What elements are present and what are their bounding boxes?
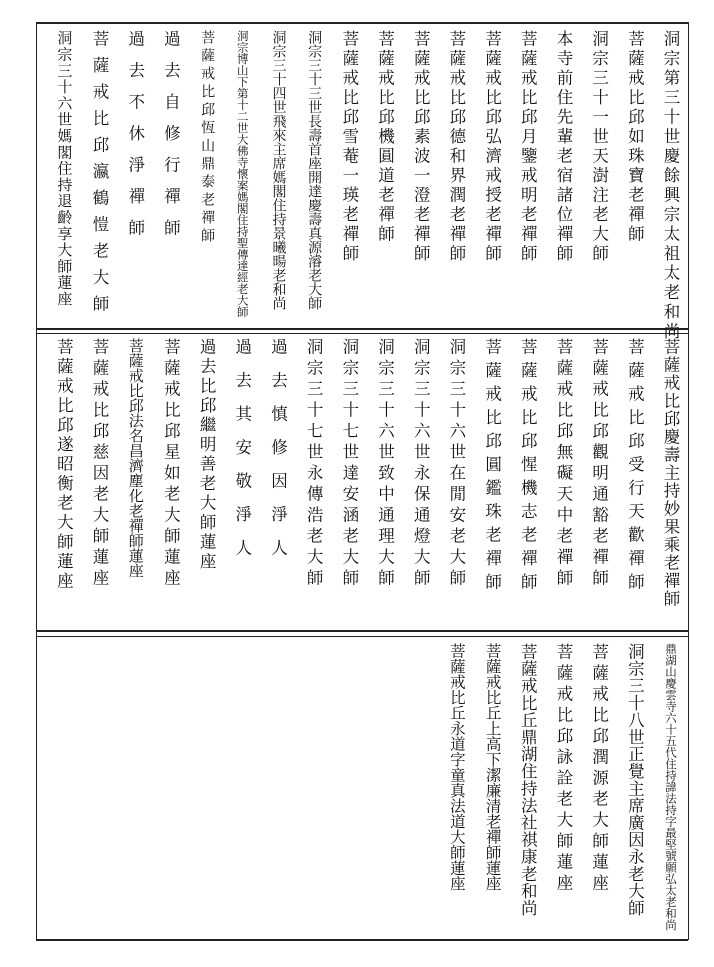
memorial-entry: 本寺前住先輩老宿諸位禪師 bbox=[553, 30, 573, 264]
memorial-entry: 菩薩戒比邱遂昭衡老大師蓮座 bbox=[54, 338, 74, 592]
memorial-entry: 洞宗三十三世長壽首座開達慶壽真源濬老大師 bbox=[306, 30, 323, 310]
memorial-entry: 菩薩戒比邱慈因老大師蓮座 bbox=[90, 338, 109, 590]
memorial-entry: 菩薩戒比邱觀明通豁老禪師 bbox=[589, 338, 609, 590]
memorial-entry: 菩薩戒比邱德和界潤老禪師 bbox=[446, 30, 466, 264]
memorial-entry: 菩薩戒比邱瀛鶴愷老大師 bbox=[90, 30, 109, 322]
memorial-entry: 菩薩戒比邱弘濟戒授老禪師 bbox=[482, 30, 502, 264]
memorial-entry: 菩薩戒比丘鼎湖住持法社祺康老和尚 bbox=[518, 643, 538, 917]
memorial-entry: 洞宗三十六世致中通理大師 bbox=[375, 338, 395, 590]
memorial-entry: 菩薩戒比邱惺機志老禪師 bbox=[518, 338, 538, 597]
right-border-line bbox=[688, 22, 689, 940]
memorial-entry: 過去慎修因淨人 bbox=[268, 338, 288, 573]
memorial-entry: 菩薩戒比邱如珠寶老禪師 bbox=[625, 30, 645, 245]
band-divider-upper bbox=[36, 328, 688, 330]
memorial-entry: 菩薩戒比邱慶壽主持妙果乘老禪師 bbox=[661, 338, 680, 608]
memorial-entry: 洞宗博山下第十二世大佛寺懷案媽閣住持聖傳達經老大師 bbox=[235, 30, 250, 318]
top-border-line bbox=[36, 22, 688, 24]
memorial-entry: 菩薩戒比邱受行天歡禪師 bbox=[625, 338, 645, 597]
memorial-entry: 菩薩戒比邱圓鑑珠老禪師 bbox=[482, 338, 502, 597]
bottom-border-line bbox=[36, 939, 688, 941]
tablet-band-middle bbox=[36, 338, 688, 623]
memorial-entry: 過去比邱繼明善老大師蓮座 bbox=[197, 338, 217, 572]
memorial-entry: 洞宗三十一世天澍注老大師 bbox=[589, 30, 609, 264]
memorial-entry: 過去不休淨禪師 bbox=[125, 30, 145, 251]
band-divider-lower bbox=[36, 630, 688, 632]
memorial-entry: 菩薩戒比丘上高下潔廉清老禪師蓮座 bbox=[483, 643, 502, 891]
memorial-entry: 菩薩戒比邱法名昌濟塵化老禪師蓮座 bbox=[126, 338, 145, 578]
memorial-entry: 菩薩戒比邱無礙天中老禪師 bbox=[553, 338, 573, 590]
memorial-entry: 菩薩戒比邱星如老大師蓮座 bbox=[161, 338, 181, 590]
memorial-entry: 菩薩戒比邱月鑒戒明老禪師 bbox=[518, 30, 538, 264]
memorial-entry: 菩薩戒比邱詠詮老大師蓮座 bbox=[553, 643, 573, 895]
memorial-entry: 菩薩戒比邱恆山鼎泰老禪師 bbox=[199, 30, 216, 246]
memorial-entry: 洞宗第三十世慶餘興宗太祖太老和尚 bbox=[661, 30, 680, 342]
memorial-entry: 過去自修行禪師 bbox=[161, 30, 181, 251]
memorial-entry: 鼎湖山慶雲寺六十五代住持諱法持字最堅號願弘太老和尚 bbox=[664, 643, 678, 931]
band-divider-upper-inner bbox=[36, 333, 688, 334]
memorial-entry: 菩薩戒比丘永道字童真法道大師蓮座 bbox=[447, 643, 466, 891]
memorial-entry: 洞宗三十七世達安涵老大師 bbox=[339, 338, 359, 590]
memorial-entry: 洞宗三十六世永保通燈大師 bbox=[411, 338, 431, 590]
memorial-entry: 過去其安敬淨人 bbox=[232, 338, 252, 573]
tablet-band-lower bbox=[36, 643, 688, 933]
band-divider-lower-inner bbox=[36, 636, 688, 637]
memorial-entry: 菩薩戒比邱機圓道老禪師 bbox=[375, 30, 395, 245]
memorial-entry: 菩薩戒比邱素波一澄老禪師 bbox=[411, 30, 431, 264]
memorial-entry: 菩薩戒比邱潤源老大師蓮座 bbox=[589, 643, 609, 895]
memorial-entry: 洞宗三十六世媽閣住持退齡享大師蓮座 bbox=[55, 30, 74, 308]
memorial-entry: 洞宗三十四世飛來主席媽閣住持景曦暘老和尚 bbox=[270, 30, 287, 310]
memorial-entry: 洞宗三十六世在閒安老大師 bbox=[446, 338, 466, 590]
tablet-band-upper bbox=[36, 30, 688, 342]
memorial-entry: 洞宗三十七世永傳浩老大師 bbox=[304, 338, 324, 590]
memorial-entry: 洞宗三十八世正覺主席廣因永老大師 bbox=[625, 643, 645, 917]
memorial-entry: 菩薩戒比邱雪菴一瑛老禪師 bbox=[339, 30, 359, 264]
